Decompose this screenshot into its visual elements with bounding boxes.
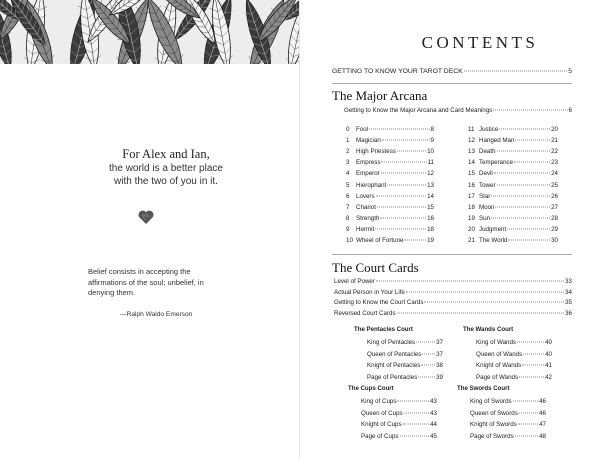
toc-entry-page: 6 (568, 107, 572, 114)
card-number: 1 (346, 137, 350, 145)
toc-entry-label: Justice (479, 126, 499, 133)
toc-entry-major-card[interactable] (468, 148, 558, 156)
toc-entry-court-card[interactable] (470, 433, 546, 441)
toc-entry-major-card[interactable] (346, 137, 434, 145)
card-number: 8 (346, 214, 350, 222)
card-number: 3 (346, 159, 350, 167)
toc-entry-label: Page of Cups (361, 433, 399, 441)
toc-entry-court-card[interactable] (476, 351, 552, 359)
toc-entry-label: Queen of Cups (361, 409, 403, 417)
toc-entry-major-card[interactable] (346, 182, 434, 190)
court-group-heading: The Pentacles Court (354, 326, 413, 333)
toc-entry-label: The World (479, 237, 508, 244)
card-number: 17 (468, 192, 475, 200)
toc-entry-major-card[interactable] (468, 193, 558, 201)
toc-entry-label: Actual Person in Your Life (334, 288, 405, 296)
toc-entry-label: Tower (479, 181, 496, 189)
court-group-heading: The Swords Court (457, 385, 510, 392)
toc-entry-label: Emperor (356, 170, 380, 178)
toc-entry-label: Knight of Swords (470, 421, 517, 429)
toc-entry-page: 42 (545, 374, 552, 382)
toc-entry-page: 37 (436, 350, 443, 358)
right-page (300, 0, 600, 459)
toc-entry-label: Devil (479, 170, 493, 178)
toc-entry-page: 24 (551, 170, 558, 178)
toc-entry-court-card[interactable] (470, 410, 546, 418)
toc-entry-court-card[interactable] (476, 339, 552, 347)
card-number: 13 (468, 148, 475, 156)
toc-entry-court[interactable] (334, 278, 572, 286)
toc-entry-label: Page of Wands (476, 374, 519, 382)
toc-entry-label: Page of Pentacles (367, 374, 418, 382)
card-number: 19 (468, 214, 475, 222)
toc-entry-page: 43 (430, 409, 437, 417)
card-number: 9 (346, 225, 350, 233)
toc-entry-label: King of Cups (361, 398, 397, 405)
toc-entry-major-card[interactable] (346, 237, 434, 245)
toc-entry-page: 46 (539, 398, 546, 405)
card-number: 2 (346, 148, 350, 156)
toc-entry-label: Hermit (356, 225, 375, 233)
section-heading-major-arcana: The Major Arcana (332, 88, 428, 103)
toc-entry-major-card[interactable] (346, 170, 434, 178)
toc-entry-court-card[interactable] (361, 410, 437, 418)
toc-entry-page: 15 (427, 203, 434, 211)
toc-entry-page: 35 (565, 299, 572, 306)
toc-entry-label: Wheel of Fortune (356, 237, 404, 244)
toc-entry-page: 5 (568, 68, 572, 75)
toc-entry-page: 45 (430, 433, 437, 441)
toc-entry-major-card[interactable] (468, 137, 558, 145)
toc-entry-label: Fool (356, 126, 369, 133)
toc-entry-page: 13 (427, 181, 434, 189)
toc-entry-page: 47 (539, 421, 546, 429)
toc-entry-label: Strength (356, 214, 380, 222)
toc-entry-page: 40 (545, 339, 552, 346)
toc-entry-page: 11 (427, 159, 434, 167)
toc-entry-major-card[interactable] (346, 204, 434, 212)
toc-entry-label: Level of Power (334, 278, 375, 285)
card-number: 15 (468, 170, 475, 178)
toc-entry-label: Hanged Man (479, 137, 515, 145)
toc-entry-page: 33 (565, 278, 572, 285)
epigraph-attribution: —Ralph Waldo Emerson (120, 311, 193, 318)
toc-entry-label: King of Swords (470, 398, 512, 405)
toc-entry-page: 39 (436, 374, 443, 382)
court-group-heading: The Cups Court (348, 385, 394, 392)
toc-entry-label: Star (479, 192, 491, 200)
toc-entry-major-card[interactable] (468, 237, 558, 245)
toc-entry-label: Chariot (356, 203, 376, 211)
toc-entry-court-card[interactable] (470, 421, 546, 429)
dedication-line-2: with the two of you in it. (114, 176, 218, 187)
card-number: 18 (468, 203, 475, 211)
toc-entry-page: 9 (430, 137, 434, 145)
toc-entry-label: Death (479, 148, 496, 156)
toc-entry-court-card[interactable] (476, 374, 552, 382)
card-number: 21 (468, 237, 475, 244)
toc-entry-page: 21 (551, 137, 558, 145)
toc-entry-court-card[interactable] (367, 362, 443, 370)
toc-entry-court-card[interactable] (367, 351, 443, 359)
card-number: 4 (346, 170, 350, 178)
section-heading-court-cards: The Court Cards (332, 260, 419, 275)
toc-entry-page: 46 (539, 409, 546, 417)
toc-entry-court[interactable] (334, 289, 572, 297)
toc-entry-page: 22 (551, 148, 558, 156)
card-number: 12 (468, 137, 475, 145)
toc-entry-label: Getting to Know the Major Arcana and Card Meanings (344, 107, 493, 114)
toc-entry-court[interactable] (334, 299, 572, 307)
card-number: 7 (346, 203, 350, 211)
toc-entry-major-card[interactable] (346, 215, 434, 223)
toc-entry-major-card[interactable] (346, 148, 434, 156)
toc-entry-label: Sun (479, 214, 491, 222)
toc-entry-court-card[interactable] (470, 398, 546, 406)
contents-title: CONTENTS (421, 33, 539, 52)
card-number: 0 (346, 126, 350, 133)
toc-entry-label: Empress (356, 159, 381, 167)
toc-entry-page: 23 (551, 159, 558, 167)
toc-entry-court-card[interactable] (367, 339, 443, 347)
toc-entry-major-card[interactable] (468, 170, 558, 178)
toc-entry-page: 30 (551, 237, 558, 244)
toc-entry-label: Knight of Pentacles (367, 362, 421, 370)
card-number: 14 (468, 159, 475, 167)
toc-entry-page: 29 (551, 225, 558, 233)
toc-entry-page: 36 (565, 309, 572, 317)
toc-entry-page: 40 (545, 350, 552, 358)
toc-entry-major-card[interactable] (468, 159, 558, 167)
section-divider (332, 83, 572, 84)
toc-entry-page: 48 (539, 433, 546, 441)
toc-entry-page: 8 (430, 126, 434, 133)
toc-entry-label: Getting to Know the Court Cards (334, 299, 424, 306)
toc-entry-page: 27 (551, 203, 558, 211)
toc-entry-court-card[interactable] (367, 374, 443, 382)
toc-entry-label: King of Pentacles (367, 339, 416, 346)
card-number: 6 (346, 192, 350, 200)
toc-entry-major-card[interactable] (346, 126, 434, 134)
toc-entry-label: Reversed Court Cards (334, 309, 396, 317)
toc-entry-page: 19 (427, 237, 434, 244)
toc-entry-major-card[interactable] (346, 159, 434, 167)
toc-entry-page: 16 (427, 214, 434, 222)
toc-entry-label: Moon (479, 203, 495, 211)
toc-entry-getting-to-know-deck[interactable] (332, 68, 572, 75)
toc-entry-page: 14 (427, 192, 434, 200)
toc-entry-page: 18 (427, 225, 434, 233)
toc-entry-major-card[interactable] (468, 215, 558, 223)
toc-entry-label: Queen of Pentacles (367, 350, 422, 358)
card-number: 5 (346, 181, 350, 189)
toc-entry-label: Queen of Swords (470, 409, 518, 417)
card-number: 11 (468, 126, 475, 133)
toc-entry-label: Page of Swords (470, 433, 514, 441)
toc-entry-page: 43 (430, 398, 437, 405)
toc-entry-label: Judgment (479, 225, 507, 233)
toc-entry-major-arcana-intro[interactable] (344, 107, 572, 115)
toc-entry-label: King of Wands (476, 339, 517, 346)
toc-entry-court-card[interactable] (361, 421, 437, 429)
dedication-heading: For Alex and Ian, (122, 147, 210, 161)
card-number: 16 (468, 181, 475, 189)
toc-entry-label: Queen of Wands (476, 350, 523, 358)
toc-entry-page: 12 (427, 170, 434, 178)
toc-entry-court-card[interactable] (361, 433, 437, 441)
toc-entry-page: 20 (551, 126, 558, 133)
court-group-heading: The Wands Court (463, 326, 514, 333)
dedication-line-1: the world is a better place (109, 163, 223, 174)
toc-entry-page: 38 (436, 362, 443, 370)
toc-entry-major-card[interactable] (346, 193, 434, 201)
toc-entry-major-card[interactable] (468, 204, 558, 212)
toc-entry-page: 26 (551, 192, 558, 200)
toc-entry-court-card[interactable] (476, 362, 552, 370)
epigraph-quote: Belief consists in accepting the affirmations of the soul; unbelief, in denying them. (88, 267, 204, 297)
toc-entry-label: Knight of Wands (476, 362, 522, 370)
toc-entry-label: High Priestess (356, 148, 396, 156)
toc-entry-page: 25 (551, 181, 558, 189)
toc-entry-court[interactable] (334, 310, 572, 318)
section-divider (332, 254, 572, 255)
toc-entry-label: Temperance (479, 159, 514, 167)
leaf-illustration (0, 0, 300, 64)
toc-entry-major-card[interactable] (468, 126, 558, 134)
toc-entry-page: 41 (545, 362, 552, 370)
toc-entry-label: Knight of Cups (361, 421, 402, 429)
toc-entry-label: Lovers (356, 192, 375, 200)
card-number: 10 (346, 237, 353, 244)
toc-entry-major-card[interactable] (468, 182, 558, 190)
toc-entry-label: Magician (356, 137, 381, 145)
toc-entry-major-card[interactable] (346, 226, 434, 234)
toc-entry-page: 44 (430, 421, 437, 429)
toc-entry-major-card[interactable] (468, 226, 558, 234)
toc-entry-court-card[interactable] (361, 398, 437, 406)
toc-entry-page: 10 (427, 148, 434, 156)
toc-entry-label: GETTING TO KNOW YOUR TAROT DECK (332, 68, 463, 75)
toc-entry-label: Hierophant (356, 181, 387, 189)
heart-icon (137, 208, 155, 226)
toc-entry-page: 34 (565, 288, 572, 296)
toc-entry-page: 28 (551, 214, 558, 222)
toc-entry-page: 37 (436, 339, 443, 346)
card-number: 20 (468, 225, 475, 233)
